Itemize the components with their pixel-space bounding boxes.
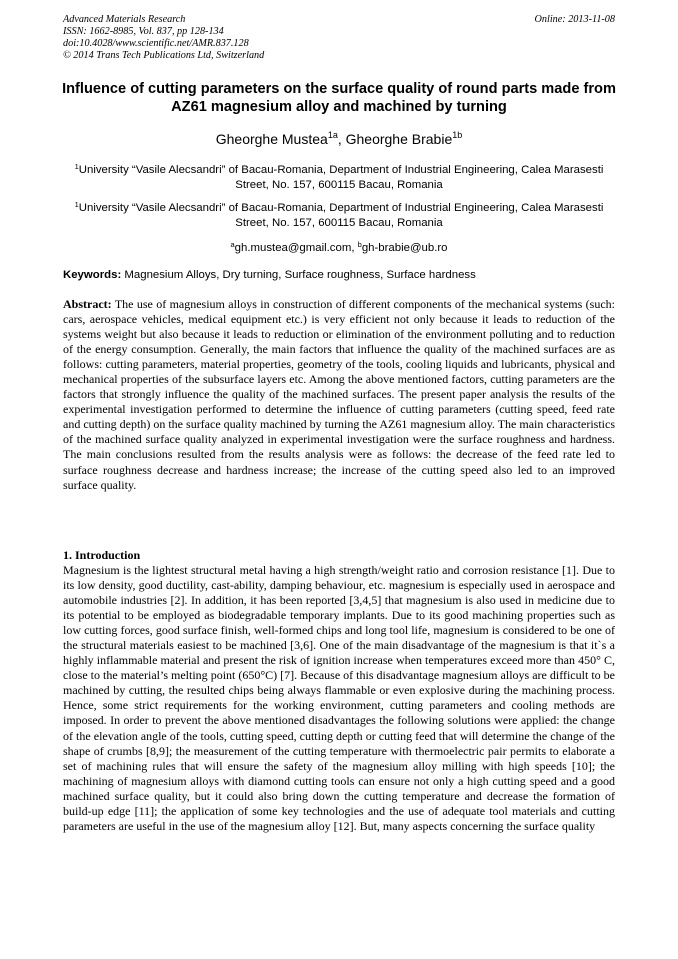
email-list bbox=[66, 241, 612, 256]
affiliation bbox=[66, 201, 612, 231]
keywords-text: Magnesium Alloys, Dry turning, Surface roughness, Surface hardness bbox=[124, 269, 476, 281]
affiliation-superscript: 1 bbox=[74, 200, 79, 209]
author-name: Gheorghe Brabie bbox=[345, 131, 453, 147]
affiliation-superscript: 1 bbox=[74, 162, 79, 171]
affiliation bbox=[66, 163, 612, 193]
email-separator: , bbox=[351, 242, 358, 254]
journal-name: Advanced Materials Research bbox=[63, 14, 186, 25]
section-heading: 1. Introduction bbox=[63, 548, 141, 562]
issn-line: ISSN: 1662-8985, Vol. 837, pp 128-134 bbox=[63, 26, 224, 37]
keywords-line bbox=[63, 268, 615, 283]
author-list bbox=[60, 130, 618, 148]
author-separator: , bbox=[337, 131, 346, 147]
journal-header bbox=[63, 14, 615, 62]
email-superscript: a bbox=[230, 240, 235, 249]
abstract-text: The use of magnesium alloys in construction of different components of the mechanical systems (such: cars, aerospace vehicles, medical equipment etc.) is very efficient not only because it leads to reduction of the systems weight but also because it leads to reduction or elimination of the environment polluting and to reduction of the energy consumption. Generally, the main factors that influence the quality of the machined surfaces are as follows: cutting parameters, material properties, geometry of the tools, cooling liquids and lubricants, physical and mechanical properties of the subsurface layers etc. Among the above mentioned factors, cutting parameters are the factors that strongly influence the quality of the machined surfaces. The present paper analysis the results of the experimental investigation performed to determine the influence of cutting parameters (cutting speed, feed rate and cutting depth) on the surface quality machined by turning the AZ61 magnesium alloy. The main characteristics of the machined surface quality analyzed in experimental investigation were the surface roughness and hardness. The main conclusions resulted from the results analysis were as follows: the decrease of the feed rate led to surface roughness decrease and hardness increase; the increase of the cutting speed also led to an improved surface quality. bbox=[63, 297, 615, 492]
copyright-line: © 2014 Trans Tech Publications Ltd, Switzerland bbox=[63, 50, 265, 61]
email-link[interactable]: gh.mustea@gmail.com bbox=[234, 242, 352, 254]
affiliation-text: University “Vasile Alecsandri” of Bacau-Romania, Department of Industrial Engineering, Calea Marasesti Street, No. 157, 600115 Bacau, Romania bbox=[78, 164, 604, 191]
email-superscript: b bbox=[357, 240, 362, 249]
abstract-label: Abstract: bbox=[63, 297, 112, 311]
abstract-paragraph bbox=[63, 297, 615, 493]
affiliation-text: University “Vasile Alecsandri” of Bacau-Romania, Department of Industrial Engineering, Calea Marasesti Street, No. 157, 600115 Bacau, Romania bbox=[78, 202, 604, 229]
author-name: Gheorghe Mustea bbox=[215, 131, 328, 147]
author-superscript: 1b bbox=[452, 130, 463, 140]
keywords-label: Keywords: bbox=[63, 269, 122, 281]
introduction-paragraph: Magnesium is the lightest structural metal having a high strength/weight ratio and corrosion resistance [1]. Due to its low density, good ductility, cast-ability, damping behaviour, etc. magnesium is especially used in aerospace and automobile industries [2]. In addition, it has been reported [3,4,5] that magnesium is also used in medicine due to its potential to be employed as biodegradable temporary implants. Due to its good machining properties such as low cutting forces, good surface finish, well-formed chips and long tool life, magnesium is considered to be one of the structural materials easiest to be machined [3,6]. One of the main disadvantage of the magnesium is that it`s a highly inflammable material and present the risk of ignition increase when temperatures exceed more than 450° C, close to the material’s melting point (650°C) [7]. Because of this disadvantage magnesium alloys are difficult to be machined by cutting, the resulted chips being always flammable or even explosive during the machining process. Hence, some strict requirements for the working environment, cutting parameters and cooling methods are imposed. In order to prevent the above mentioned disadvantages the following solutions were applied: the change of the elevation angle of the tools, cutting speed, cutting depth or cutting feed that will determine the change of the shape of crumbs [8,9]; the measurement of the cutting temperature with thermoelectric pair permits to elaborate a set of machining rules that will ensure the safety of the magnesium alloy milling with high speeds [10]; the machining of magnesium alloys with diamond cutting tools can ensure not only a high cutting speed and a good machined surface quality, but it could also bring down the cutting temperature and decrease the formation of build-up edge [11]; the application of some key technologies and the use of adequate tool materials and cutting parameters are useful in the use of the magnesium alloy [12]. But, many aspects concerning the surface quality bbox=[63, 563, 615, 833]
paper-title: Influence of cutting parameters on the surface quality of round parts made from AZ61 magnesium alloy and machined by turning bbox=[62, 81, 616, 115]
email-link[interactable]: gh-brabie@ub.ro bbox=[361, 242, 448, 254]
online-date: Online: 2013-11-08 bbox=[534, 14, 615, 25]
author-superscript: 1a bbox=[327, 130, 338, 140]
doi-line: doi:10.4028/www.scientific.net/AMR.837.128 bbox=[63, 38, 249, 49]
